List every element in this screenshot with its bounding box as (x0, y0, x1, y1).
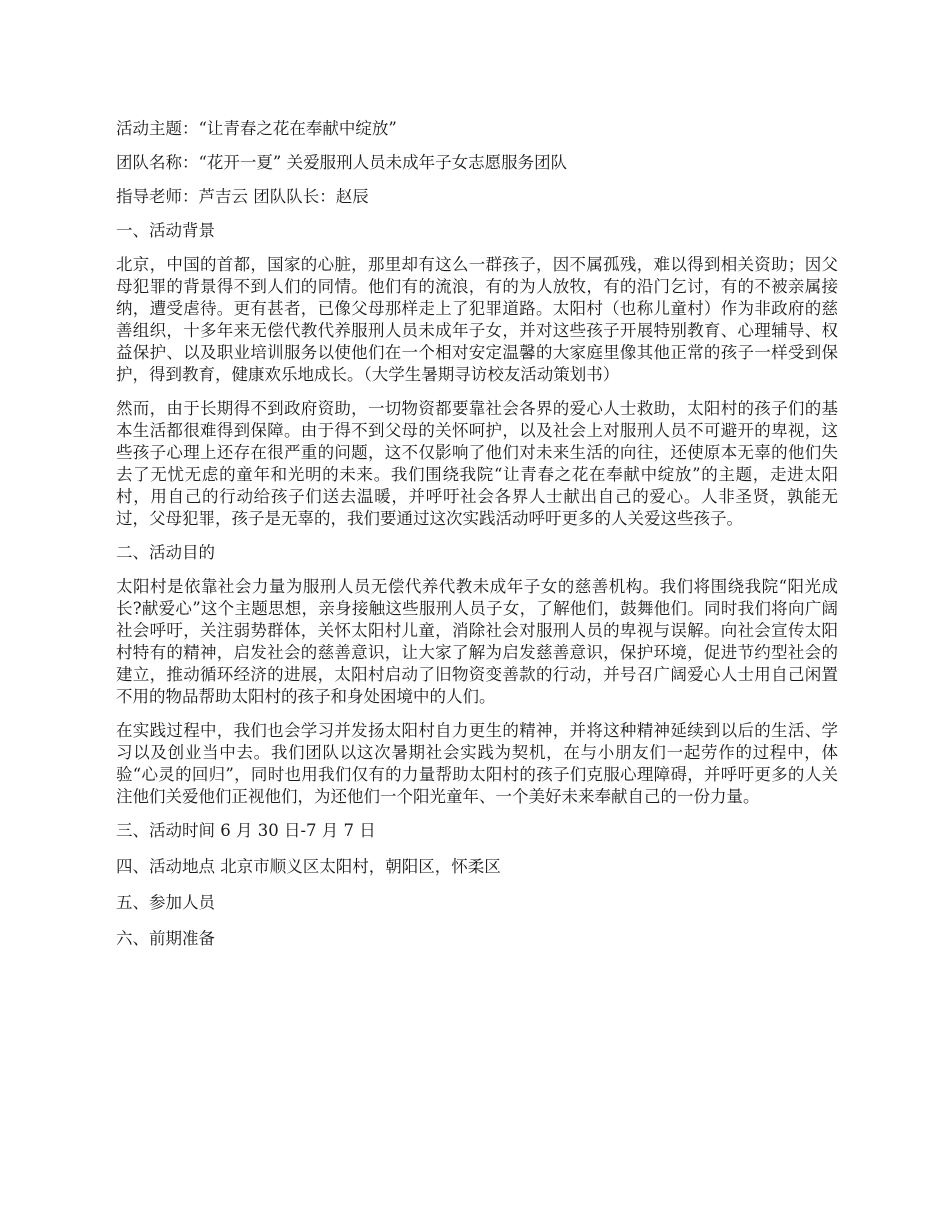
background-paragraph-1: 北京，中国的首都，国家的心脏，那里却有这么一群孩子，因不属孤残，难以得到相关资助；因父母犯罪的背景得不到人们的同情。他们有的流浪，有的为人放牧，有的沿门乞讨，有的不被亲属接纳，遭受虐待。更有甚者，已像父母那样走上了犯罪道路。太阳村（也称儿童村）作为非政府的慈善组织，十多年来无偿代教代养服刑人员未成年子女，并对这些孩子开展特别教育、心理辅导、权益保护、以及职业培训服务以使他们在一个相对安定温馨的大家庭里像其他正常的孩子一样受到保护，得到教育，健康欢乐地成长。（大学生暑期寻访校友活动策划书） (116, 255, 838, 384)
section-participants: 五、参加人员 (116, 893, 215, 912)
section-activity-location: 四、活动地点 北京市顺义区太阳村，朝阳区，怀柔区 (116, 857, 501, 876)
section-heading-background: 一、活动背景 (116, 221, 215, 240)
activity-theme: 活动主题：“让青春之花在奉献中绽放” (116, 119, 397, 138)
team-name: 团队名称：“花开一夏” 关爱服刑人员未成年子女志愿服务团队 (116, 153, 568, 172)
section-activity-time: 三、活动时间 6 月 30 日-7 月 7 日 (116, 821, 376, 840)
purpose-paragraph-1: 太阳村是依靠社会力量为服刑人员无偿代养代教未成年子女的慈善机构。我们将围绕我院“阳光成长?献爱心”这个主题思想，亲身接触这些服刑人员子女，了解他们，鼓舞他们。同时我们将向广阔社会呼吁，关注弱势群体，关怀太阳村儿童，消除社会对服刑人员的卑视与误解。向社会宣传太阳村特有的精神，启发社会的慈善意识，让大家了解为启发慈善意识，保护环境，促进节约型社会的建立，推动循环经济的进展，太阳村启动了旧物资变善款的行动，并号召广阔爱心人士用自己闲置不用的物品帮助太阳村的孩子和身处困境中的人们。 (116, 577, 838, 706)
advisor-and-leader: 指导老师：芦吉云 团队队长：赵辰 (116, 187, 369, 206)
purpose-paragraph-2: 在实践过程中，我们也会学习并发扬太阳村自力更生的精神，并将这种精神延续到以后的生活、学习以及创业当中去。我们团队以这次暑期社会实践为契机，在与小朋友们一起劳作的过程中，体验“心灵的回归”，同时也用我们仅有的力量帮助太阳村的孩子们克服心理障碍，并呼吁更多的人关注他们关爱他们正视他们，为还他们一个阳光童年、一个美好未来奉献自己的一份力量。 (116, 721, 838, 806)
section-preparation: 六、前期准备 (116, 929, 215, 948)
section-heading-purpose: 二、活动目的 (116, 543, 215, 562)
background-paragraph-2: 然而，由于长期得不到政府资助，一切物资都要靠社会各界的爱心人士救助，太阳村的孩子们的基本生活都很难得到保障。由于得不到父母的关怀呵护，以及社会上对服刑人员不可避开的卑视，这些孩子心理上还存在很严重的问题，这不仅影响了他们对未来生活的向往，还使原本无辜的他们失去了无忧无虑的童年和光明的未来。我们围绕我院“让青春之花在奉献中绽放”的主题，走进太阳村，用自己的行动给孩子们送去温暖，并呼吁社会各界人士献出自己的爱心。人非圣贤，孰能无过，父母犯罪，孩子是无辜的，我们要通过这次实践活动呼吁更多的人关爱这些孩子。 (116, 399, 838, 528)
